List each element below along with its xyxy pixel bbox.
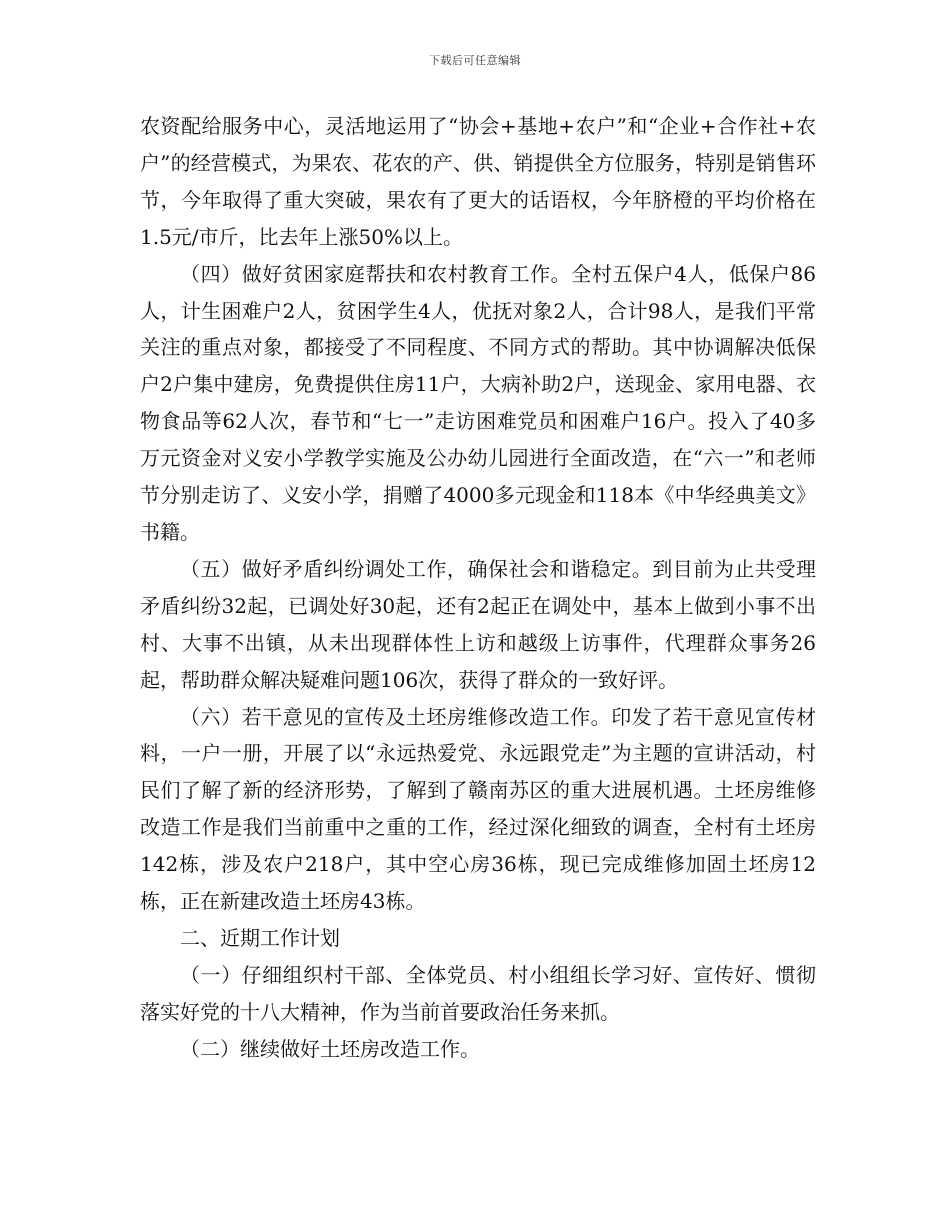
paragraph-continuation: 农资配给服务中心，灵活地运用了“协会+基地+农户”和“企业+合作社+农户”的经营模式，为果农、花农的产、供、销提供全方位服务，特别是销售环节，今年取得了重大突破，果农有了更大的话语权，今年脐橙的平均价格在1.5元/市斤，比去年上涨50%以上。 <box>140 114 816 249</box>
paragraph-plan-2: （二）继续做好土坯房改造工作。 <box>180 1036 480 1061</box>
paragraph-plan-1: （一）仔细组织村干部、全体党员、村小组组长学习好、宣传好、惯彻落实好党的十八大精神，作为当前首要政治任务来抓。 <box>140 962 816 1024</box>
heading-work-plan: 二、近期工作计划 <box>180 925 340 950</box>
paragraph-section-5: （五）做好矛盾纠纷调处工作，确保社会和谐稳定。到目前为止共受理矛盾纠纷32起，已调处好30起，还有2起正在调处中，基本上做到小事不出村、大事不出镇，从未出现群体性上访和越级上访事件，代理群众事务26起，帮助群众解决疑难问题106次，获得了群众的一致好评。 <box>140 556 816 692</box>
page-header: 下载后可任意编辑 <box>429 54 521 67</box>
paragraph-section-6: （六）若干意见的宣传及土坯房维修改造工作。印发了若干意见宣传材料，一户一册，开展了以“永远热爱党、永远跟党走”为主题的宣讲活动，村民们了解了新的经济形势，了解到了赣南苏区的重大进展机遇。土坯房维修改造工作是我们当前重中之重的工作，经过深化细致的调查，全村有土坯房142栋，涉及农户218户，其中空心房36栋，现已完成维修加固土坯房12栋，正在新建改造土坯房43栋。 <box>140 704 816 914</box>
document-body <box>140 108 816 1068</box>
paragraph-section-4: （四）做好贫困家庭帮扶和农村教育工作。全村五保户4人，低保户86人，计生困难户2人，贫困学生4人，优抚对象2人，合计98人，是我们平常关注的重点对象，都接受了不同程度、不同方式的帮助。其中协调解决低保户2户集中建房，免费提供住房11户，大病补助2户，送现金、家用电器、衣物食品等62人次，春节和“七一”走访困难党员和困难户16户。投入了40多万元资金对义安小学教学实施及公办幼儿园进行全面改造，在“六一”和老师节分别走访了、义安小学，捐赠了4000多元现金和118本《中华经典美文》书籍。 <box>140 261 816 544</box>
